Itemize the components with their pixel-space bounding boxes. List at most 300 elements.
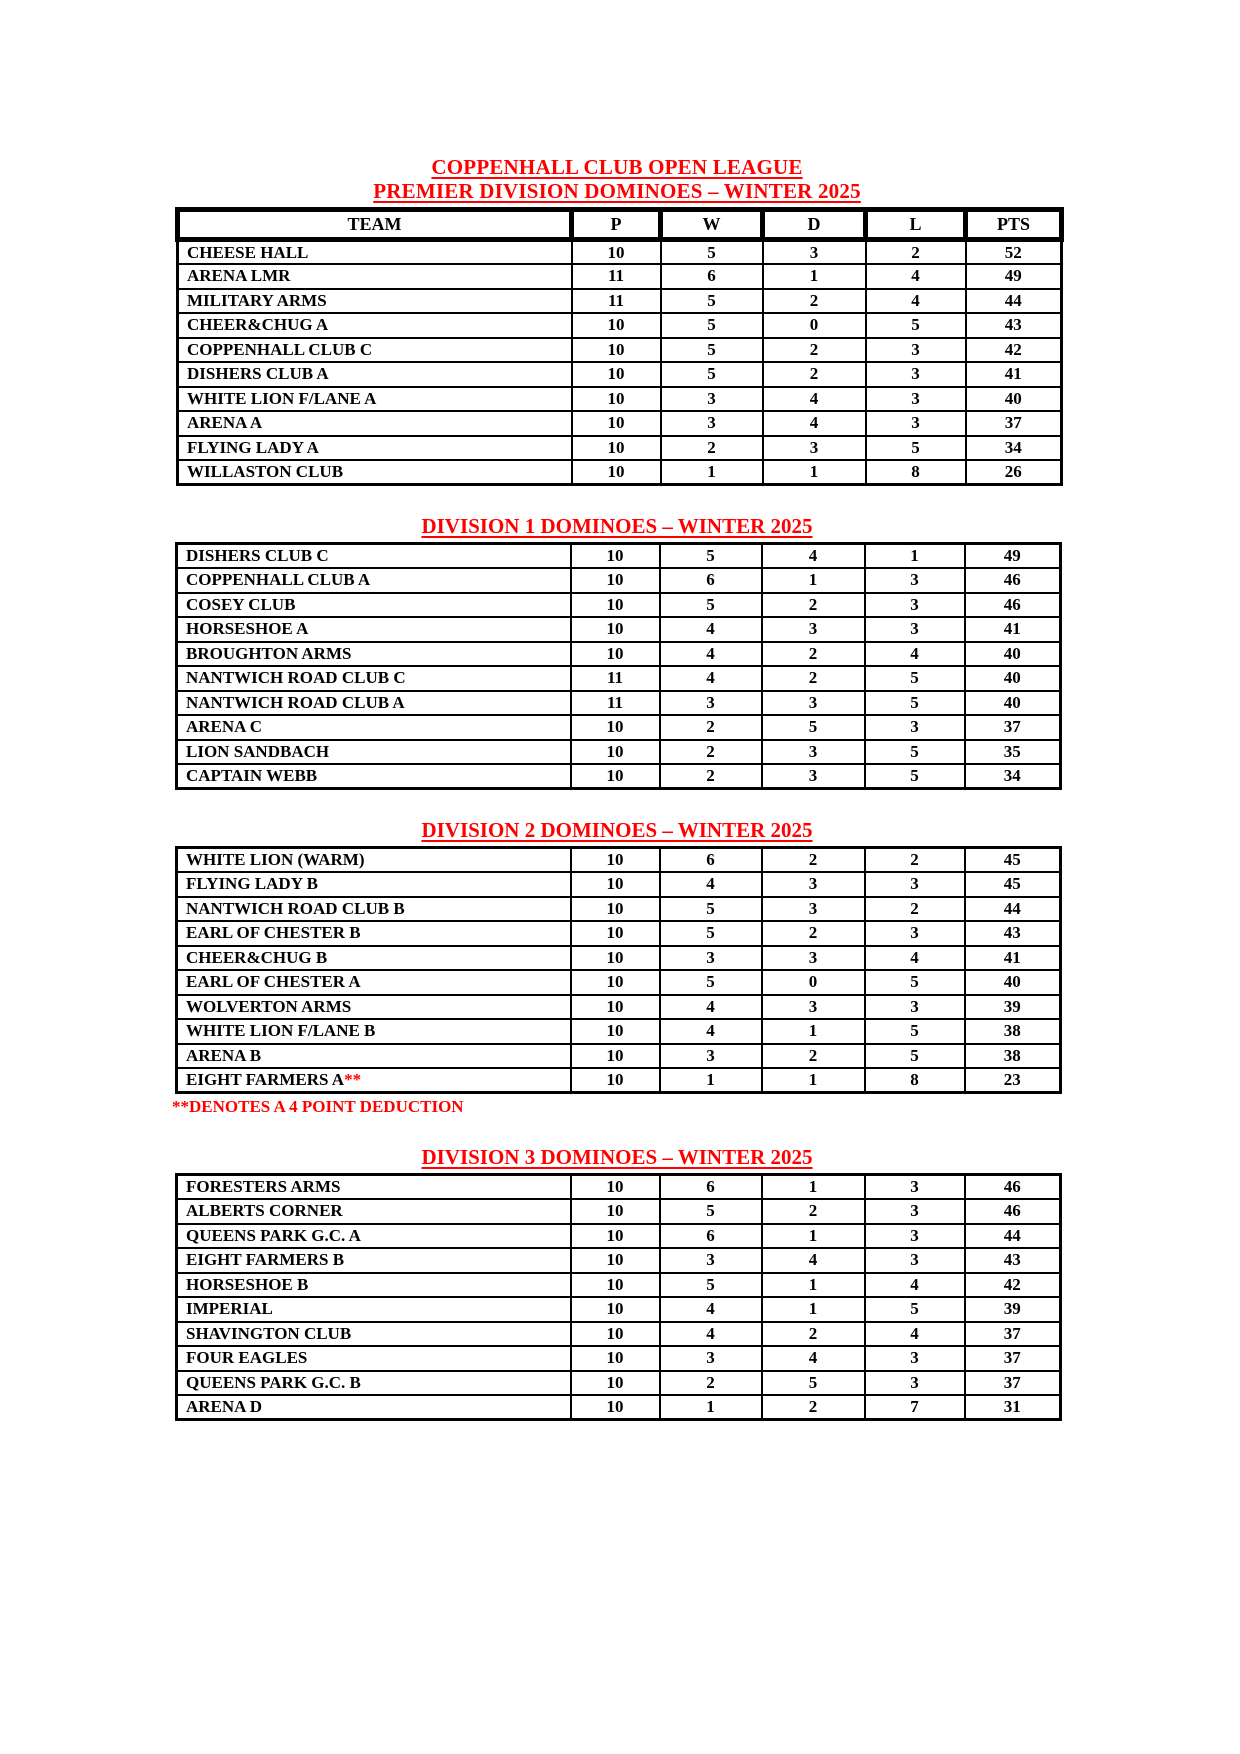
stat-cell-d: 2 [762, 593, 865, 618]
table-row [177, 1322, 1061, 1347]
division-1-table [175, 542, 1062, 790]
stat-cell-p: 10 [572, 338, 661, 363]
stat-cell-pts: 40 [965, 691, 1061, 716]
table-row [177, 568, 1061, 593]
table-row [177, 642, 1061, 667]
stat-cell-l: 8 [866, 460, 966, 485]
stat-cell-pts: 45 [965, 872, 1061, 897]
stat-cell-p: 10 [571, 970, 660, 995]
stat-cell-l: 4 [865, 946, 965, 971]
stat-cell-pts: 31 [965, 1395, 1061, 1420]
stat-cell-d: 3 [762, 617, 865, 642]
stat-cell-pts: 43 [965, 921, 1061, 946]
stat-cell-d: 2 [763, 289, 866, 314]
stat-cell-d: 3 [762, 946, 865, 971]
stat-cell-d: 1 [762, 568, 865, 593]
stat-cell-w: 5 [660, 921, 762, 946]
stat-cell-l: 1 [865, 544, 965, 569]
stat-cell-d: 1 [762, 1273, 865, 1298]
stat-cell-d: 3 [762, 872, 865, 897]
stat-cell-pts: 44 [966, 289, 1062, 314]
stat-cell-w: 5 [661, 338, 763, 363]
stat-cell-p: 10 [571, 1224, 660, 1249]
stat-cell-l: 5 [865, 666, 965, 691]
table-row [178, 460, 1062, 485]
stat-cell-w: 4 [660, 872, 762, 897]
table-row [177, 921, 1061, 946]
header-row [178, 210, 1062, 240]
stat-cell-d: 0 [763, 313, 866, 338]
stat-cell-l: 3 [866, 411, 966, 436]
stat-cell-w: 3 [660, 691, 762, 716]
stat-cell-pts: 49 [965, 544, 1061, 569]
stat-cell-pts: 40 [966, 387, 1062, 412]
table-row [177, 1224, 1061, 1249]
team-name-cell: WHITE LION F/LANE B [177, 1019, 571, 1044]
stat-cell-l: 3 [865, 568, 965, 593]
stat-cell-l: 5 [866, 313, 966, 338]
stat-cell-w: 4 [660, 995, 762, 1020]
stat-cell-d: 1 [762, 1068, 865, 1093]
division-2-title: DIVISION 2 DOMINOES – WINTER 2025 [421, 818, 813, 842]
stat-cell-l: 5 [865, 1044, 965, 1069]
stat-cell-w: 1 [660, 1068, 762, 1093]
stat-cell-l: 5 [865, 970, 965, 995]
team-name-cell: COSEY CLUB [177, 593, 571, 618]
stat-cell-p: 10 [571, 1273, 660, 1298]
team-name-cell: FORESTERS ARMS [177, 1175, 571, 1200]
table-row [177, 848, 1061, 873]
section-premier-division [175, 207, 1059, 486]
team-name-cell: ARENA D [177, 1395, 571, 1420]
stat-cell-d: 4 [762, 1346, 865, 1371]
stat-cell-d: 1 [763, 460, 866, 485]
stat-cell-p: 10 [572, 411, 661, 436]
stat-cell-w: 3 [660, 1044, 762, 1069]
stat-cell-pts: 38 [965, 1019, 1061, 1044]
section-division-1 [175, 514, 1059, 790]
stat-cell-pts: 42 [966, 338, 1062, 363]
stat-cell-l: 5 [865, 764, 965, 789]
stat-cell-w: 2 [660, 715, 762, 740]
table-row [177, 1199, 1061, 1224]
column-header-pts: PTS [966, 210, 1062, 240]
team-name-cell [177, 1068, 571, 1093]
stat-cell-p: 10 [572, 362, 661, 387]
team-name-cell: WILLASTON CLUB [178, 460, 572, 485]
team-name-cell: CAPTAIN WEBB [177, 764, 571, 789]
team-name-cell: HORSESHOE B [177, 1273, 571, 1298]
stat-cell-d: 5 [762, 715, 865, 740]
stat-cell-p: 10 [571, 1044, 660, 1069]
team-name-cell: EARL OF CHESTER A [177, 970, 571, 995]
stat-cell-w: 4 [660, 1297, 762, 1322]
table-row [177, 691, 1061, 716]
table-row [177, 617, 1061, 642]
table-row [177, 1395, 1061, 1420]
column-header-d: D [763, 210, 866, 240]
team-name-cell: WHITE LION (WARM) [177, 848, 571, 873]
stat-cell-d: 4 [763, 411, 866, 436]
stat-cell-w: 5 [660, 593, 762, 618]
stat-cell-p: 10 [571, 1346, 660, 1371]
stat-cell-p: 10 [571, 897, 660, 922]
team-name-cell: SHAVINGTON CLUB [177, 1322, 571, 1347]
team-name-cell: ARENA B [177, 1044, 571, 1069]
team-name-cell: QUEENS PARK G.C. A [177, 1224, 571, 1249]
stat-cell-w: 6 [661, 264, 763, 289]
team-name: EIGHT FARMERS A [186, 1070, 345, 1089]
stat-cell-p: 10 [571, 1019, 660, 1044]
stat-cell-w: 4 [660, 642, 762, 667]
table-row [178, 387, 1062, 412]
team-name-cell: NANTWICH ROAD CLUB A [177, 691, 571, 716]
stat-cell-d: 4 [762, 544, 865, 569]
stat-cell-d: 3 [762, 897, 865, 922]
stat-cell-pts: 46 [965, 568, 1061, 593]
stat-cell-d: 2 [762, 1395, 865, 1420]
team-name-cell: CHEESE HALL [178, 240, 572, 265]
stat-cell-d: 2 [762, 1322, 865, 1347]
stat-cell-pts: 41 [965, 946, 1061, 971]
table-row [177, 1068, 1061, 1093]
team-name-cell: LION SANDBACH [177, 740, 571, 765]
stat-cell-w: 6 [660, 848, 762, 873]
table-row [178, 240, 1062, 265]
stat-cell-d: 2 [762, 1199, 865, 1224]
stat-cell-d: 1 [762, 1019, 865, 1044]
stat-cell-pts: 37 [965, 715, 1061, 740]
stat-cell-pts: 37 [965, 1322, 1061, 1347]
stat-cell-l: 4 [866, 289, 966, 314]
stat-cell-d: 2 [763, 338, 866, 363]
stat-cell-l: 3 [865, 1346, 965, 1371]
stat-cell-w: 5 [661, 289, 763, 314]
table-row [177, 872, 1061, 897]
team-name-cell: DISHERS CLUB A [178, 362, 572, 387]
table-row [178, 362, 1062, 387]
stat-cell-w: 5 [661, 362, 763, 387]
stat-cell-pts: 43 [965, 1248, 1061, 1273]
stat-cell-pts: 44 [965, 1224, 1061, 1249]
table-row [177, 1371, 1061, 1396]
league-title: COPPENHALL CLUB OPEN LEAGUE [431, 155, 803, 179]
team-name-cell: WHITE LION F/LANE A [178, 387, 572, 412]
stat-cell-pts: 39 [965, 995, 1061, 1020]
stat-cell-l: 3 [865, 617, 965, 642]
stat-cell-l: 4 [865, 1322, 965, 1347]
team-name-cell: FLYING LADY B [177, 872, 571, 897]
table-row [177, 666, 1061, 691]
stat-cell-p: 10 [571, 544, 660, 569]
stat-cell-l: 3 [865, 995, 965, 1020]
stat-cell-pts: 45 [965, 848, 1061, 873]
stat-cell-p: 10 [571, 1068, 660, 1093]
stat-cell-w: 2 [660, 740, 762, 765]
team-name-cell: NANTWICH ROAD CLUB C [177, 666, 571, 691]
stat-cell-d: 4 [763, 387, 866, 412]
stat-cell-l: 5 [865, 691, 965, 716]
table-row [177, 897, 1061, 922]
stat-cell-pts: 34 [965, 764, 1061, 789]
stat-cell-w: 5 [660, 544, 762, 569]
stat-cell-pts: 26 [966, 460, 1062, 485]
stat-cell-l: 4 [865, 1273, 965, 1298]
stat-cell-l: 5 [865, 1297, 965, 1322]
stat-cell-p: 10 [572, 460, 661, 485]
stat-cell-p: 10 [571, 995, 660, 1020]
stat-cell-p: 10 [571, 642, 660, 667]
stat-cell-l: 3 [865, 1371, 965, 1396]
stat-cell-l: 3 [866, 387, 966, 412]
stat-cell-d: 2 [762, 1044, 865, 1069]
stat-cell-w: 5 [660, 1199, 762, 1224]
premier-division-title: PREMIER DIVISION DOMINOES – WINTER 2025 [373, 179, 861, 203]
table-row [177, 1346, 1061, 1371]
stat-cell-w: 2 [660, 1371, 762, 1396]
stat-cell-w: 3 [661, 387, 763, 412]
table-row [178, 436, 1062, 461]
stat-cell-d: 3 [762, 764, 865, 789]
team-name-cell: HORSESHOE A [177, 617, 571, 642]
stat-cell-p: 10 [571, 740, 660, 765]
column-header-p: P [572, 210, 661, 240]
stat-cell-p: 10 [571, 1199, 660, 1224]
stat-cell-w: 6 [660, 568, 762, 593]
stat-cell-l: 3 [865, 1248, 965, 1273]
stat-cell-p: 10 [571, 764, 660, 789]
stat-cell-p: 11 [572, 264, 661, 289]
stat-cell-p: 10 [571, 1371, 660, 1396]
table-row [177, 593, 1061, 618]
stat-cell-pts: 46 [965, 1199, 1061, 1224]
stat-cell-d: 2 [762, 642, 865, 667]
team-name-cell: DISHERS CLUB C [177, 544, 571, 569]
stat-cell-pts: 34 [966, 436, 1062, 461]
stat-cell-l: 7 [865, 1395, 965, 1420]
stat-cell-pts: 40 [965, 970, 1061, 995]
team-name-cell: ARENA C [177, 715, 571, 740]
stat-cell-l: 3 [865, 1175, 965, 1200]
stat-cell-w: 3 [660, 1248, 762, 1273]
stat-cell-d: 1 [762, 1224, 865, 1249]
stat-cell-d: 5 [762, 1371, 865, 1396]
stat-cell-d: 2 [762, 848, 865, 873]
stat-cell-l: 8 [865, 1068, 965, 1093]
stat-cell-w: 5 [660, 1273, 762, 1298]
stat-cell-pts: 49 [966, 264, 1062, 289]
team-name-cell: MILITARY ARMS [178, 289, 572, 314]
stat-cell-pts: 39 [965, 1297, 1061, 1322]
stat-cell-pts: 37 [966, 411, 1062, 436]
stat-cell-pts: 37 [965, 1346, 1061, 1371]
stat-cell-pts: 23 [965, 1068, 1061, 1093]
table-row [177, 995, 1061, 1020]
stat-cell-l: 3 [865, 715, 965, 740]
points-deduction-footnote: **DENOTES A 4 POINT DEDUCTION [172, 1097, 464, 1116]
table-header-row [178, 210, 1062, 240]
stat-cell-l: 5 [866, 436, 966, 461]
stat-cell-p: 10 [571, 1248, 660, 1273]
stat-cell-p: 10 [571, 1297, 660, 1322]
stat-cell-d: 1 [762, 1297, 865, 1322]
stat-cell-p: 10 [571, 593, 660, 618]
stat-cell-w: 3 [660, 946, 762, 971]
table-row [177, 970, 1061, 995]
team-name-cell: QUEENS PARK G.C. B [177, 1371, 571, 1396]
table-row [178, 338, 1062, 363]
stat-cell-pts: 43 [966, 313, 1062, 338]
table-row [177, 740, 1061, 765]
section-division-3 [175, 1145, 1059, 1421]
stat-cell-w: 4 [660, 666, 762, 691]
stat-cell-p: 10 [571, 1395, 660, 1420]
team-name-cell: ARENA A [178, 411, 572, 436]
table-row [178, 313, 1062, 338]
division-1-title: DIVISION 1 DOMINOES – WINTER 2025 [421, 514, 813, 538]
stat-cell-w: 4 [660, 617, 762, 642]
stat-cell-d: 0 [762, 970, 865, 995]
stat-cell-pts: 40 [965, 642, 1061, 667]
stat-cell-l: 3 [865, 1199, 965, 1224]
stat-cell-d: 2 [763, 362, 866, 387]
stat-cell-pts: 35 [965, 740, 1061, 765]
table-row [178, 264, 1062, 289]
stat-cell-p: 11 [572, 289, 661, 314]
team-name-cell: NANTWICH ROAD CLUB B [177, 897, 571, 922]
stat-cell-w: 5 [661, 240, 763, 265]
stat-cell-d: 3 [762, 740, 865, 765]
document-content [172, 155, 1059, 1421]
team-name-cell: EIGHT FARMERS B [177, 1248, 571, 1273]
stat-cell-l: 3 [865, 1224, 965, 1249]
table-row [177, 946, 1061, 971]
stat-cell-pts: 42 [965, 1273, 1061, 1298]
stat-cell-l: 4 [866, 264, 966, 289]
division-2-table [175, 846, 1062, 1094]
stat-cell-p: 10 [571, 715, 660, 740]
stat-cell-pts: 44 [965, 897, 1061, 922]
stat-cell-l: 5 [865, 740, 965, 765]
table-row [178, 411, 1062, 436]
team-name-cell: COPPENHALL CLUB A [177, 568, 571, 593]
team-name-cell: IMPERIAL [177, 1297, 571, 1322]
table-row [177, 764, 1061, 789]
stat-cell-d: 1 [763, 264, 866, 289]
stat-cell-w: 6 [660, 1224, 762, 1249]
stat-cell-pts: 46 [965, 593, 1061, 618]
stat-cell-d: 3 [763, 436, 866, 461]
stat-cell-d: 3 [763, 240, 866, 265]
stat-cell-w: 6 [660, 1175, 762, 1200]
stat-cell-p: 10 [571, 568, 660, 593]
stat-cell-d: 4 [762, 1248, 865, 1273]
table-row [178, 289, 1062, 314]
stat-cell-d: 1 [762, 1175, 865, 1200]
division-3-table [175, 1173, 1062, 1421]
stat-cell-pts: 37 [965, 1371, 1061, 1396]
table-row [177, 1248, 1061, 1273]
table-row [177, 715, 1061, 740]
stat-cell-pts: 41 [965, 617, 1061, 642]
stat-cell-w: 2 [660, 764, 762, 789]
stat-cell-l: 5 [865, 1019, 965, 1044]
stat-cell-l: 2 [865, 897, 965, 922]
team-name-cell: CHEER&CHUG A [178, 313, 572, 338]
stat-cell-d: 2 [762, 666, 865, 691]
premier-division-table [175, 207, 1064, 486]
stat-cell-w: 1 [661, 460, 763, 485]
team-name-cell: ALBERTS CORNER [177, 1199, 571, 1224]
stat-cell-w: 4 [660, 1322, 762, 1347]
stat-cell-pts: 46 [965, 1175, 1061, 1200]
column-header-l: L [866, 210, 966, 240]
stat-cell-p: 11 [571, 691, 660, 716]
table-row [177, 1019, 1061, 1044]
table-row [177, 1297, 1061, 1322]
stat-cell-l: 2 [866, 240, 966, 265]
stat-cell-d: 3 [762, 691, 865, 716]
stat-cell-pts: 52 [966, 240, 1062, 265]
stat-cell-p: 10 [571, 1175, 660, 1200]
stat-cell-p: 11 [571, 666, 660, 691]
team-name-cell: COPPENHALL CLUB C [178, 338, 572, 363]
stat-cell-p: 10 [572, 240, 661, 265]
team-name-cell: ARENA LMR [178, 264, 572, 289]
table-row [177, 1044, 1061, 1069]
stat-cell-l: 3 [865, 593, 965, 618]
stat-cell-p: 10 [572, 387, 661, 412]
table-row [177, 1273, 1061, 1298]
section-division-2 [172, 818, 1059, 1117]
stat-cell-p: 10 [572, 313, 661, 338]
team-name-cell: FLYING LADY A [178, 436, 572, 461]
deduction-marker: ** [344, 1070, 362, 1089]
table-row [177, 1175, 1061, 1200]
stat-cell-p: 10 [571, 946, 660, 971]
stat-cell-p: 10 [571, 872, 660, 897]
stat-cell-p: 10 [571, 921, 660, 946]
stat-cell-w: 5 [660, 897, 762, 922]
stat-cell-l: 4 [865, 642, 965, 667]
stat-cell-w: 4 [660, 1019, 762, 1044]
stat-cell-w: 2 [661, 436, 763, 461]
stat-cell-l: 3 [865, 921, 965, 946]
stat-cell-p: 10 [571, 848, 660, 873]
stat-cell-w: 3 [661, 411, 763, 436]
division-3-title: DIVISION 3 DOMINOES – WINTER 2025 [421, 1145, 813, 1169]
stat-cell-w: 1 [660, 1395, 762, 1420]
team-name-cell: CHEER&CHUG B [177, 946, 571, 971]
team-name-cell: EARL OF CHESTER B [177, 921, 571, 946]
column-header-team: TEAM [178, 210, 572, 240]
stat-cell-d: 3 [762, 995, 865, 1020]
stat-cell-p: 10 [572, 436, 661, 461]
stat-cell-pts: 40 [965, 666, 1061, 691]
stat-cell-l: 3 [865, 872, 965, 897]
stat-cell-d: 2 [762, 921, 865, 946]
stat-cell-p: 10 [571, 1322, 660, 1347]
stat-cell-p: 10 [571, 617, 660, 642]
team-name-cell: BROUGHTON ARMS [177, 642, 571, 667]
stat-cell-l: 3 [866, 362, 966, 387]
stat-cell-l: 3 [866, 338, 966, 363]
table-row [177, 544, 1061, 569]
stat-cell-l: 2 [865, 848, 965, 873]
column-header-w: W [661, 210, 763, 240]
stat-cell-pts: 41 [966, 362, 1062, 387]
stat-cell-pts: 38 [965, 1044, 1061, 1069]
